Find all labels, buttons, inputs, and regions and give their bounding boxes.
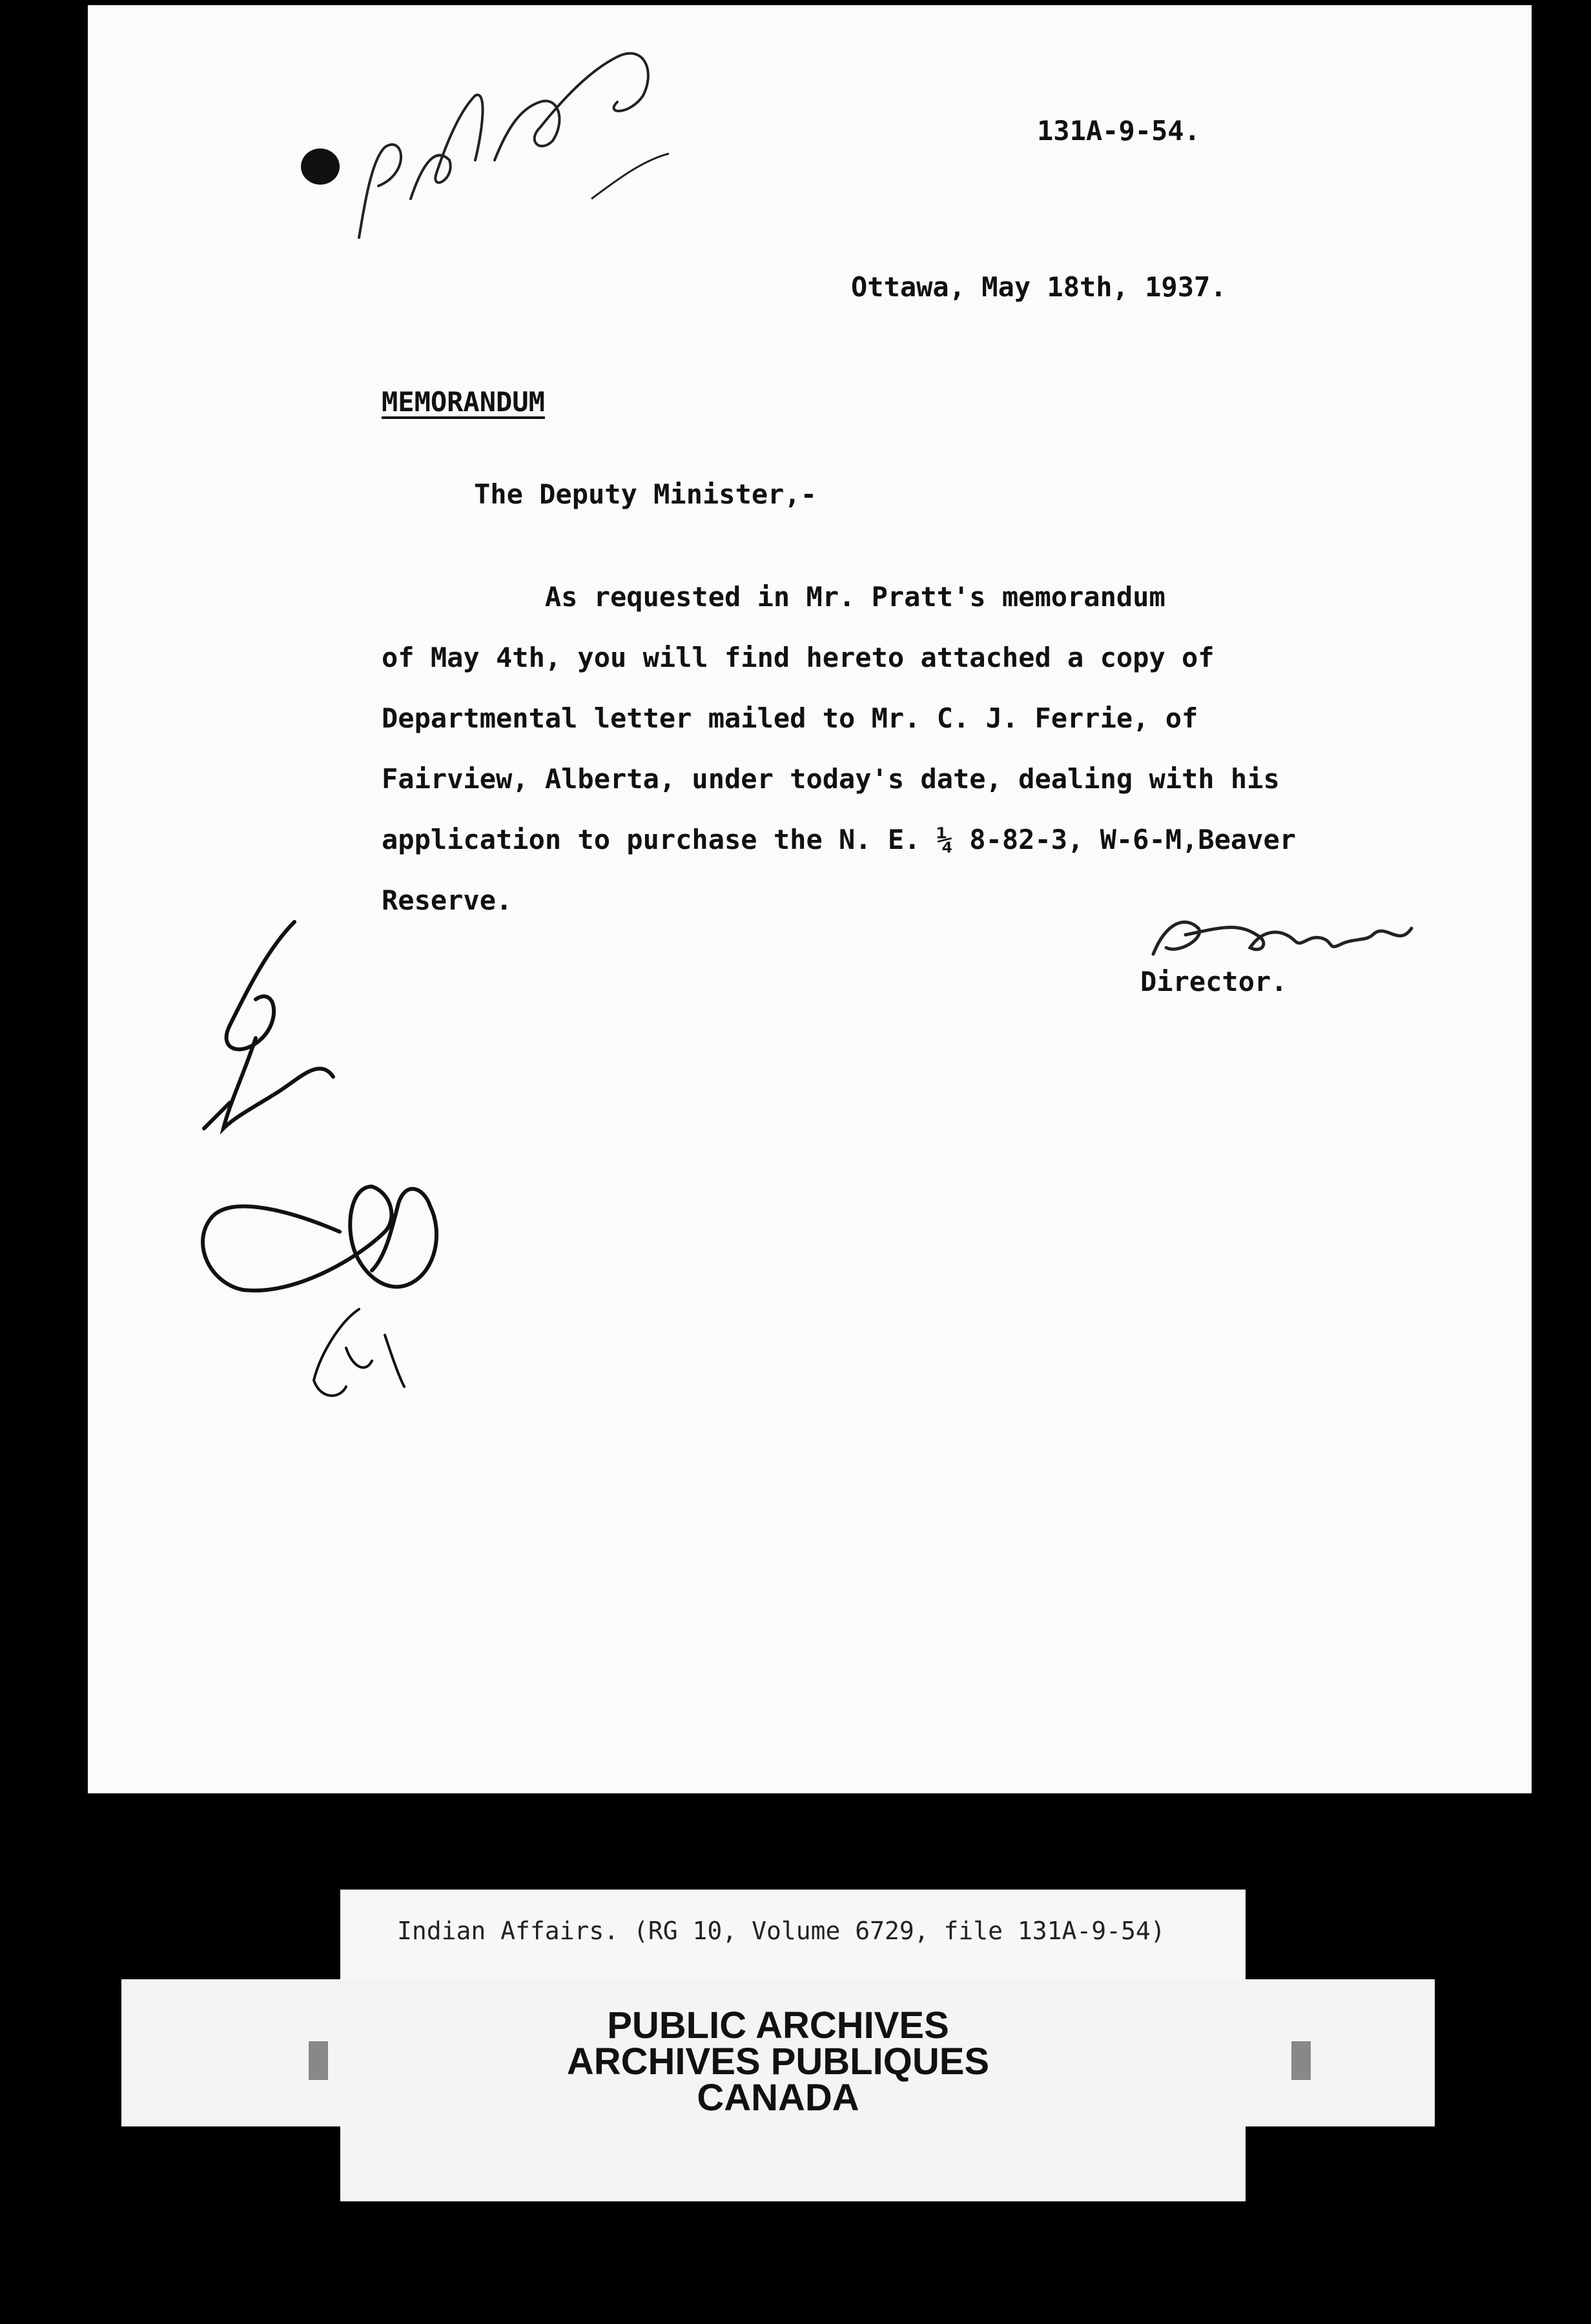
archive-stamp-lower (340, 2124, 1246, 2201)
memo-body (382, 567, 1512, 931)
stamp-line: ARCHIVES PUBLIQUES (566, 2041, 990, 2083)
body-line: Reserve. (382, 884, 513, 916)
archive-reference: Indian Affairs. (RG 10, Volume 6729, file 131A-9-54) (397, 1917, 1165, 1945)
body-line: of May 4th, you will find hereto attached a copy of (382, 642, 1215, 673)
body-line: application to purchase the N. E. ¼ 8-82-3, W-6-M,Beaver (382, 824, 1297, 855)
memo-page (88, 5, 1532, 1793)
stamp-line: CANADA (697, 2077, 859, 2119)
handwritten-initials (191, 909, 553, 1425)
memo-title: MEMORANDUM (382, 386, 545, 418)
file-reference: 131A-9-54. (1037, 115, 1200, 147)
salutation: The Deputy Minister,- (474, 478, 817, 510)
archive-reference-strip (340, 1890, 1246, 1986)
body-line: Fairview, Alberta, under today's date, dealing with his (382, 763, 1280, 795)
dateline: Ottawa, May 18th, 1937. (851, 271, 1227, 303)
signature-title: Director. (1140, 966, 1288, 997)
archive-stamp (121, 1979, 1435, 2126)
body-line: Departmental letter mailed to Mr. C. J. Ferrie, of (382, 702, 1198, 734)
director-signature (1140, 902, 1502, 973)
body-line: As requested in Mr. Pratt's memorandum (382, 581, 1165, 613)
handwritten-note-top (282, 31, 682, 354)
stamp-line: PUBLIC ARCHIVES (607, 2004, 949, 2046)
archive-stamp-text (121, 2004, 1435, 2119)
